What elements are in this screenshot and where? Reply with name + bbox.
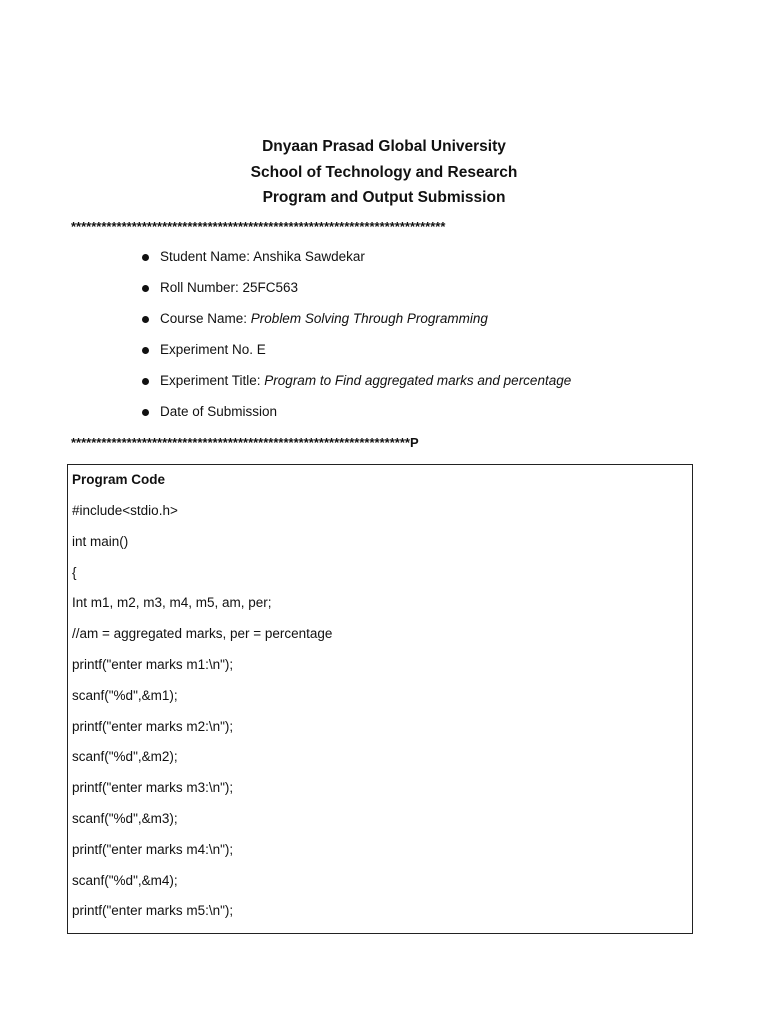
student-info-list xyxy=(0,247,768,433)
bullet-icon xyxy=(142,285,149,292)
separator-top: ************************************************************************** xyxy=(71,219,446,234)
student-name-label: Student Name: xyxy=(160,249,254,264)
bullet-icon xyxy=(142,254,149,261)
roll-number-label: Roll Number: xyxy=(160,280,243,295)
list-item-experiment-title xyxy=(0,371,768,402)
code-line: printf("enter marks m1:\n"); xyxy=(72,656,234,672)
submission-title: Program and Output Submission xyxy=(262,189,506,206)
code-line: int main() xyxy=(72,533,129,549)
course-name-label: Course Name: xyxy=(160,311,251,326)
code-line: scanf("%d",&m4); xyxy=(72,872,178,888)
course-name-value: Problem Solving Through Programming xyxy=(250,311,488,326)
code-line: scanf("%d",&m1); xyxy=(72,687,178,703)
list-item-date-of-submission xyxy=(0,402,768,433)
code-line: { xyxy=(72,564,77,580)
bullet-icon xyxy=(142,378,149,385)
experiment-title-value: Program to Find aggregated marks and percentage xyxy=(264,373,572,388)
list-item-course-name xyxy=(0,309,768,340)
code-line: printf("enter marks m3:\n"); xyxy=(72,780,234,796)
student-name-value: Anshika Sawdekar xyxy=(253,249,365,264)
code-lines xyxy=(72,501,332,932)
program-code-box xyxy=(67,464,693,934)
university-title: Dnyaan Prasad Global University xyxy=(262,138,506,155)
code-line: printf("enter marks m2:\n"); xyxy=(72,718,234,734)
experiment-no-label: Experiment No. xyxy=(160,342,257,357)
list-item-roll-number xyxy=(0,278,768,309)
program-code-title: Program Code xyxy=(72,472,166,487)
bullet-icon xyxy=(142,409,149,416)
separator-bottom: *******************************************************************P xyxy=(71,435,419,450)
code-line: printf("enter marks m5:\n"); xyxy=(72,903,234,919)
school-title: School of Technology and Research xyxy=(250,163,518,181)
list-item-student-name xyxy=(0,247,768,278)
code-line: scanf("%d",&m3); xyxy=(72,810,178,826)
bullet-icon xyxy=(142,347,149,354)
roll-number-value: 25FC563 xyxy=(242,280,299,295)
list-item-experiment-no xyxy=(0,340,768,371)
code-line: Int m1, m2, m3, m4, m5, am, per; xyxy=(72,595,272,611)
document-header xyxy=(0,134,768,211)
bullet-icon xyxy=(142,316,149,323)
code-line: #include<stdio.h> xyxy=(72,503,178,518)
date-of-submission-label: Date of Submission xyxy=(160,404,278,419)
experiment-title-label: Experiment Title: xyxy=(160,373,265,388)
code-line: printf("enter marks m4:\n"); xyxy=(72,841,234,857)
code-line: scanf("%d",&m2); xyxy=(72,749,178,765)
experiment-no-value: E xyxy=(256,342,266,357)
code-line: //am = aggregated marks, per = percentage xyxy=(72,626,333,642)
